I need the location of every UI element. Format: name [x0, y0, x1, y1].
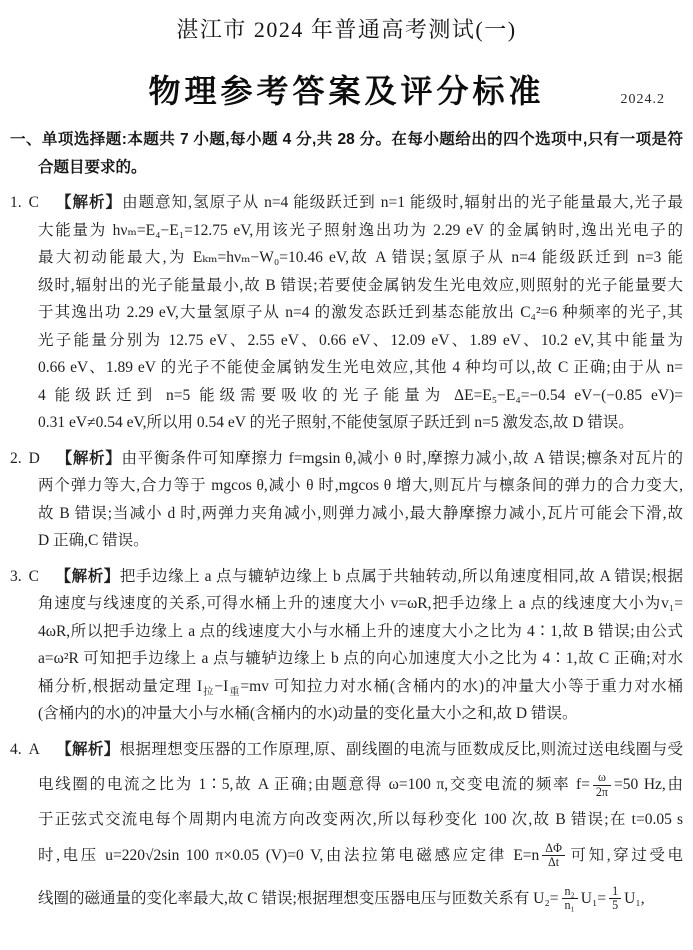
analysis-label: 【解析】 — [55, 449, 122, 467]
item-answer: C — [28, 567, 39, 585]
answer-item-4 — [10, 736, 683, 920]
answer-item-3 — [10, 563, 683, 728]
text-line: 3. C 【解析】把手边缘上 a 点与辘轳边缘上 b 点属于共轴转动,所以角速度相同,故 A 错误;根据 — [10, 567, 683, 585]
item-number: 2. — [10, 449, 22, 467]
text-line: 光子能量分别为 12.75 eV、2.55 eV、0.66 eV、12.09 eV、1.89 eV、10.2 eV,其中能量为 — [38, 331, 683, 349]
analysis-label: 【解析】 — [55, 740, 120, 758]
item-number: 4. — [10, 740, 22, 758]
section-header — [10, 126, 683, 181]
item-answer: C — [28, 194, 39, 211]
text-line: 一、单项选择题:本题共 7 小题,每小题 4 分,共 28 分。在每小题给出的四个选项中,只有一项是符 — [10, 131, 683, 148]
text-line: 于其逸出功 2.29 eV,大量氢原子从 n=4 的激发态跃迁到基态能放出 C₄²=6 种频率的光子,其 — [38, 304, 683, 321]
fraction: $\frac{\text{n₂}}{\text{n₁}}$ — [562, 885, 578, 914]
date-label: 2024.2 — [620, 92, 665, 107]
text-line: (含桶内的水)的冲量大小与水桶(含桶内的水)动量的变化量大小之和,故 D 错误。 — [38, 705, 578, 722]
item-number: 1. — [10, 194, 22, 211]
item-answer: D — [28, 449, 40, 467]
text-line: 两个弹力等大,合力等于 mgcos θ,减小 θ 时,mgcos θ 增大,则瓦片与檩条间的弹力的合力变大, — [38, 477, 683, 494]
text-line: 角速度与线速度的关系,可得水桶上升的速度大小 v=ωR,把手边缘上 a 点的线速度大小为v₁= — [38, 595, 683, 612]
fraction: $\frac{\Delta\Phi}{\Delta t}$ — [542, 842, 565, 871]
subscript: 重 — [228, 686, 241, 698]
text-line: 2. D 【解析】由平衡条件可知摩擦力 f=mgsin θ,减小 θ 时,摩擦力减小,故 A 错误;檩条对瓦片的 — [10, 449, 683, 467]
item-answer: A — [28, 740, 40, 758]
exam-title: 湛江市 2024 年普通高考测试(一) — [176, 17, 517, 42]
text-line: 0.31 eV≠0.54 eV,所以用 0.54 eV 的光子照射,不能使氢原子跃迁到 n=5 激发态,故 D 错误。 — [38, 414, 634, 431]
text-line: 大能量为 hνₘ=E₄−E₁=12.75 eV,用该光子照射逸出功为 2.29 eV 的金属钠时,逸出光电子的 — [38, 221, 683, 239]
fraction: $\frac{1}{5}$ — [609, 885, 621, 914]
heading-row — [0, 66, 693, 108]
text-line: D 正确,C 错误。 — [38, 532, 149, 549]
answer-item-1 — [10, 189, 683, 437]
text-line: 4 能级跃迁到 n=5 能级需要吸收的光子能量为 ΔE=E₅−E₄=−0.54 eV−(−0.85 eV)= — [38, 386, 683, 404]
analysis-label: 【解析】 — [54, 194, 123, 211]
analysis-label: 【解析】 — [54, 567, 120, 585]
answer-item-2 — [10, 445, 683, 555]
text-line: 级时,辐射出的光子能量最小,故 B 错误;若要使金属钠发生光电效应,则照射的光子能量要大 — [38, 276, 683, 294]
text-line: 0.66 eV、1.89 eV 的光子不能使金属钠发生光电效应,其他 4 种均可以,故 C 正确;由于从 n= — [38, 359, 683, 376]
subscript: 拉 — [202, 686, 215, 698]
text-line: 最大初动能最大,为 Eₖₘ=hνₘ−W₀=10.46 eV,故 A 错误;氢原子从 n=4 能级跃迁到 n=3 能 — [38, 249, 683, 266]
text-line: 4. A 【解析】根据理想变压器的工作原理,原、副线圈的电流与匝数成反比,则流过送电线圈与受 — [10, 740, 683, 758]
text-line: 线圈的磁通量的变化率最大,故 C 错误;根据理想变压器电压与匝数关系有 U₂= $\frac{\text{n₂}}{\text{n₁}}$ U₁= $\frac{1}{5}$ U₁, — [38, 883, 645, 913]
page-title: 物理参考答案及评分标准 — [148, 73, 545, 109]
text-line: a=ω²R 可知把手边缘上 a 点与辘轳边缘上 b 点的向心加速度大小之比为 4∶1,故 C 正确;对水 — [38, 650, 683, 667]
text-line: 电线圈的电流之比为 1∶5,故 A 正确;由题意得 ω=100 π,交变电流的频率 f= $\frac{\omega}{2\pi}$ =50 Hz,由 — [38, 770, 683, 799]
text-line: 4ωR,所以把手边缘上 a 点的线速度大小与水桶上升的速度大小之比为 4∶1,故 B 错误;由公式 — [38, 622, 683, 640]
text-line: 合题目要求的。 — [38, 158, 147, 176]
text-line: 1. C 【解析】由题意知,氢原子从 n=4 能级跃迁到 n=1 能级时,辐射出的光子能量最大,光子最 — [10, 194, 683, 211]
text-line: 故 B 错误;当减小 d 时,两弹力夹角减小,则弹力减小,最大静摩擦力减小,瓦片可能会下滑,故 — [38, 504, 683, 522]
text-line: 于正弦式交流电每个周期内电流方向改变两次,所以每秒变化 100 次,故 B 错误;在 t=0.05 s — [38, 811, 683, 828]
text-line: 桶分析,根据动量定理 $I_拉-I_重=mv$ 可知拉力对水桶(含桶内的水)的冲量大小等于重力对水桶 — [38, 677, 683, 698]
item-number: 3. — [10, 567, 22, 585]
text-line: 时,电压 u=220√2sin 100 π×0.05 (V)=0 V,由法拉第电磁感应定律 E=n $\frac{\Delta\Phi}{\Delta t}$ 可知,穿过受电 — [38, 840, 683, 870]
fraction: $\frac{\omega}{2\pi}$ — [593, 771, 611, 800]
